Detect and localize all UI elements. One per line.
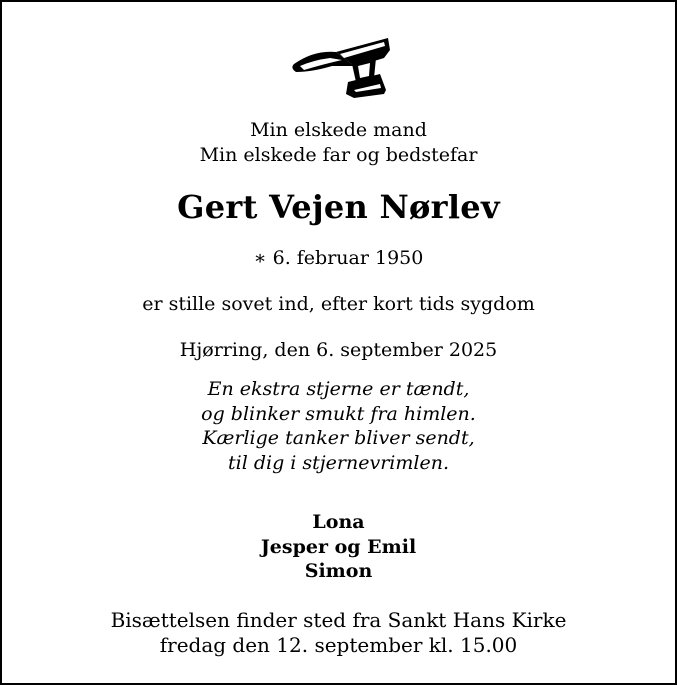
intro-text bbox=[2, 118, 675, 168]
funeral-line: fredag den 12. september kl. 15.00 bbox=[159, 633, 518, 657]
deceased-name: Gert Vejen Nørlev bbox=[177, 188, 500, 226]
poem-line: til dig i stjernevrimlen. bbox=[228, 451, 449, 474]
family-member: Lona bbox=[312, 511, 365, 533]
passing-message: er stille sovet ind, efter kort tids sygdom bbox=[142, 293, 535, 315]
funeral-line: Bisættelsen finder sted fra Sankt Hans Kirke bbox=[110, 608, 567, 632]
family-names bbox=[2, 510, 675, 584]
intro-line: Min elskede mand bbox=[250, 119, 427, 141]
poem-line: Kærlige tanker bliver sendt, bbox=[202, 427, 475, 449]
funeral-info bbox=[2, 608, 675, 658]
poem bbox=[2, 377, 675, 475]
anvil-icon bbox=[284, 20, 394, 102]
birth-date: ∗ 6. februar 1950 bbox=[253, 247, 424, 269]
place-and-date: Hjørring, den 6. september 2025 bbox=[179, 339, 498, 361]
family-member: Jesper og Emil bbox=[260, 535, 417, 558]
family-member: Simon bbox=[304, 560, 373, 582]
poem-line: En ekstra stjerne er tændt, bbox=[207, 378, 470, 400]
poem-line: og blinker smukt fra himlen. bbox=[201, 402, 476, 425]
intro-line: Min elskede far og bedstefar bbox=[199, 144, 478, 166]
